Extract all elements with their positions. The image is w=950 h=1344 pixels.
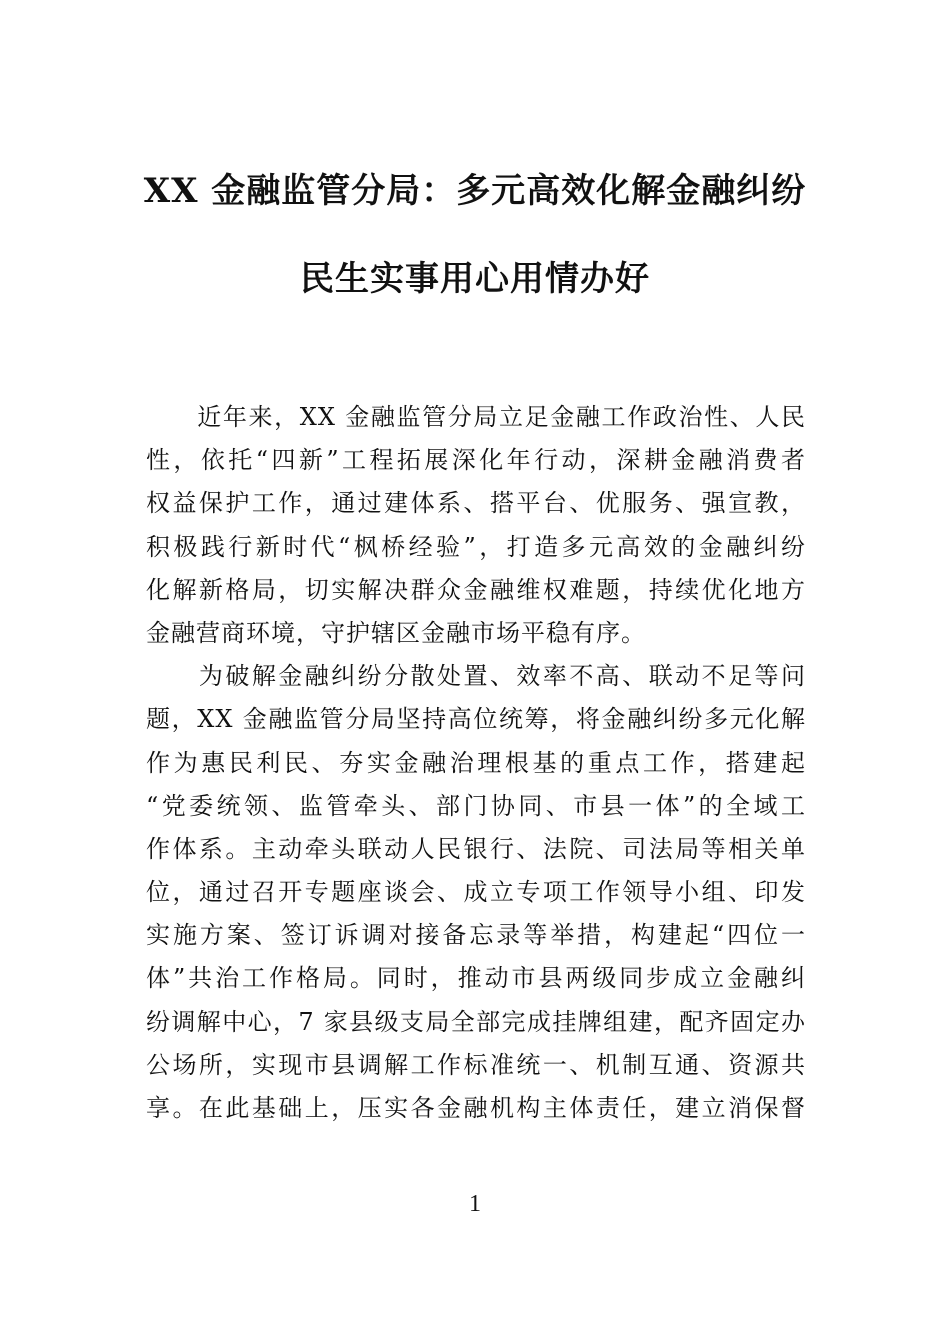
body-line: 化解新格局，切实解决群众金融维权难题，持续优化地方	[146, 575, 806, 604]
page-number: 1	[469, 1191, 481, 1217]
body-line: 作为惠民利民、夯实金融治理根基的重点工作，搭建起	[146, 748, 806, 777]
body-line: 权益保护工作，通过建体系、搭平台、优服务、强宣教，	[146, 489, 806, 518]
body-line: 近年来，XX 金融监管分局立足金融工作政治性、人民	[146, 403, 806, 431]
body-line: 题，XX 金融监管分局坚持高位统筹，将金融纠纷多元化解	[146, 705, 806, 734]
body-line: 积极践行新时代“枫桥经验”，打造多元高效的金融纠纷	[146, 532, 806, 561]
title-line-2: 民生实事用心用情办好	[300, 259, 650, 299]
body-line: 体”共治工作格局。同时，推动市县两级同步成立金融纠	[146, 964, 806, 993]
document-body	[146, 396, 806, 1130]
body-line: 实施方案、签订诉调对接备忘录等举措，构建起“四位一	[146, 921, 806, 950]
title-line-1: XX 金融监管分局：多元高效化解金融纠纷	[143, 171, 807, 211]
body-line: 公场所，实现市县调解工作标准统一、机制互通、资源共	[146, 1050, 806, 1079]
body-line: 位，通过召开专题座谈会、成立专项工作领导小组、印发	[146, 878, 806, 907]
body-line: 享。在此基础上，压实各金融机构主体责任，建立消保督	[146, 1094, 806, 1122]
body-line: 性，依托“四新”工程拓展深化年行动，深耕金融消费者	[146, 446, 806, 475]
body-line: “党委统领、监管牵头、部门协同、市县一体”的全域工	[146, 791, 806, 820]
body-line: 作体系。主动牵头联动人民银行、法院、司法局等相关单	[146, 834, 806, 863]
body-line: 金融营商环境，守护辖区金融市场平稳有序。	[146, 618, 646, 647]
body-line: 纷调解中心，7 家县级支局全部完成挂牌组建，配齐固定办	[146, 1007, 806, 1036]
body-line: 为破解金融纠纷分散处置、效率不高、联动不足等问	[146, 662, 806, 691]
